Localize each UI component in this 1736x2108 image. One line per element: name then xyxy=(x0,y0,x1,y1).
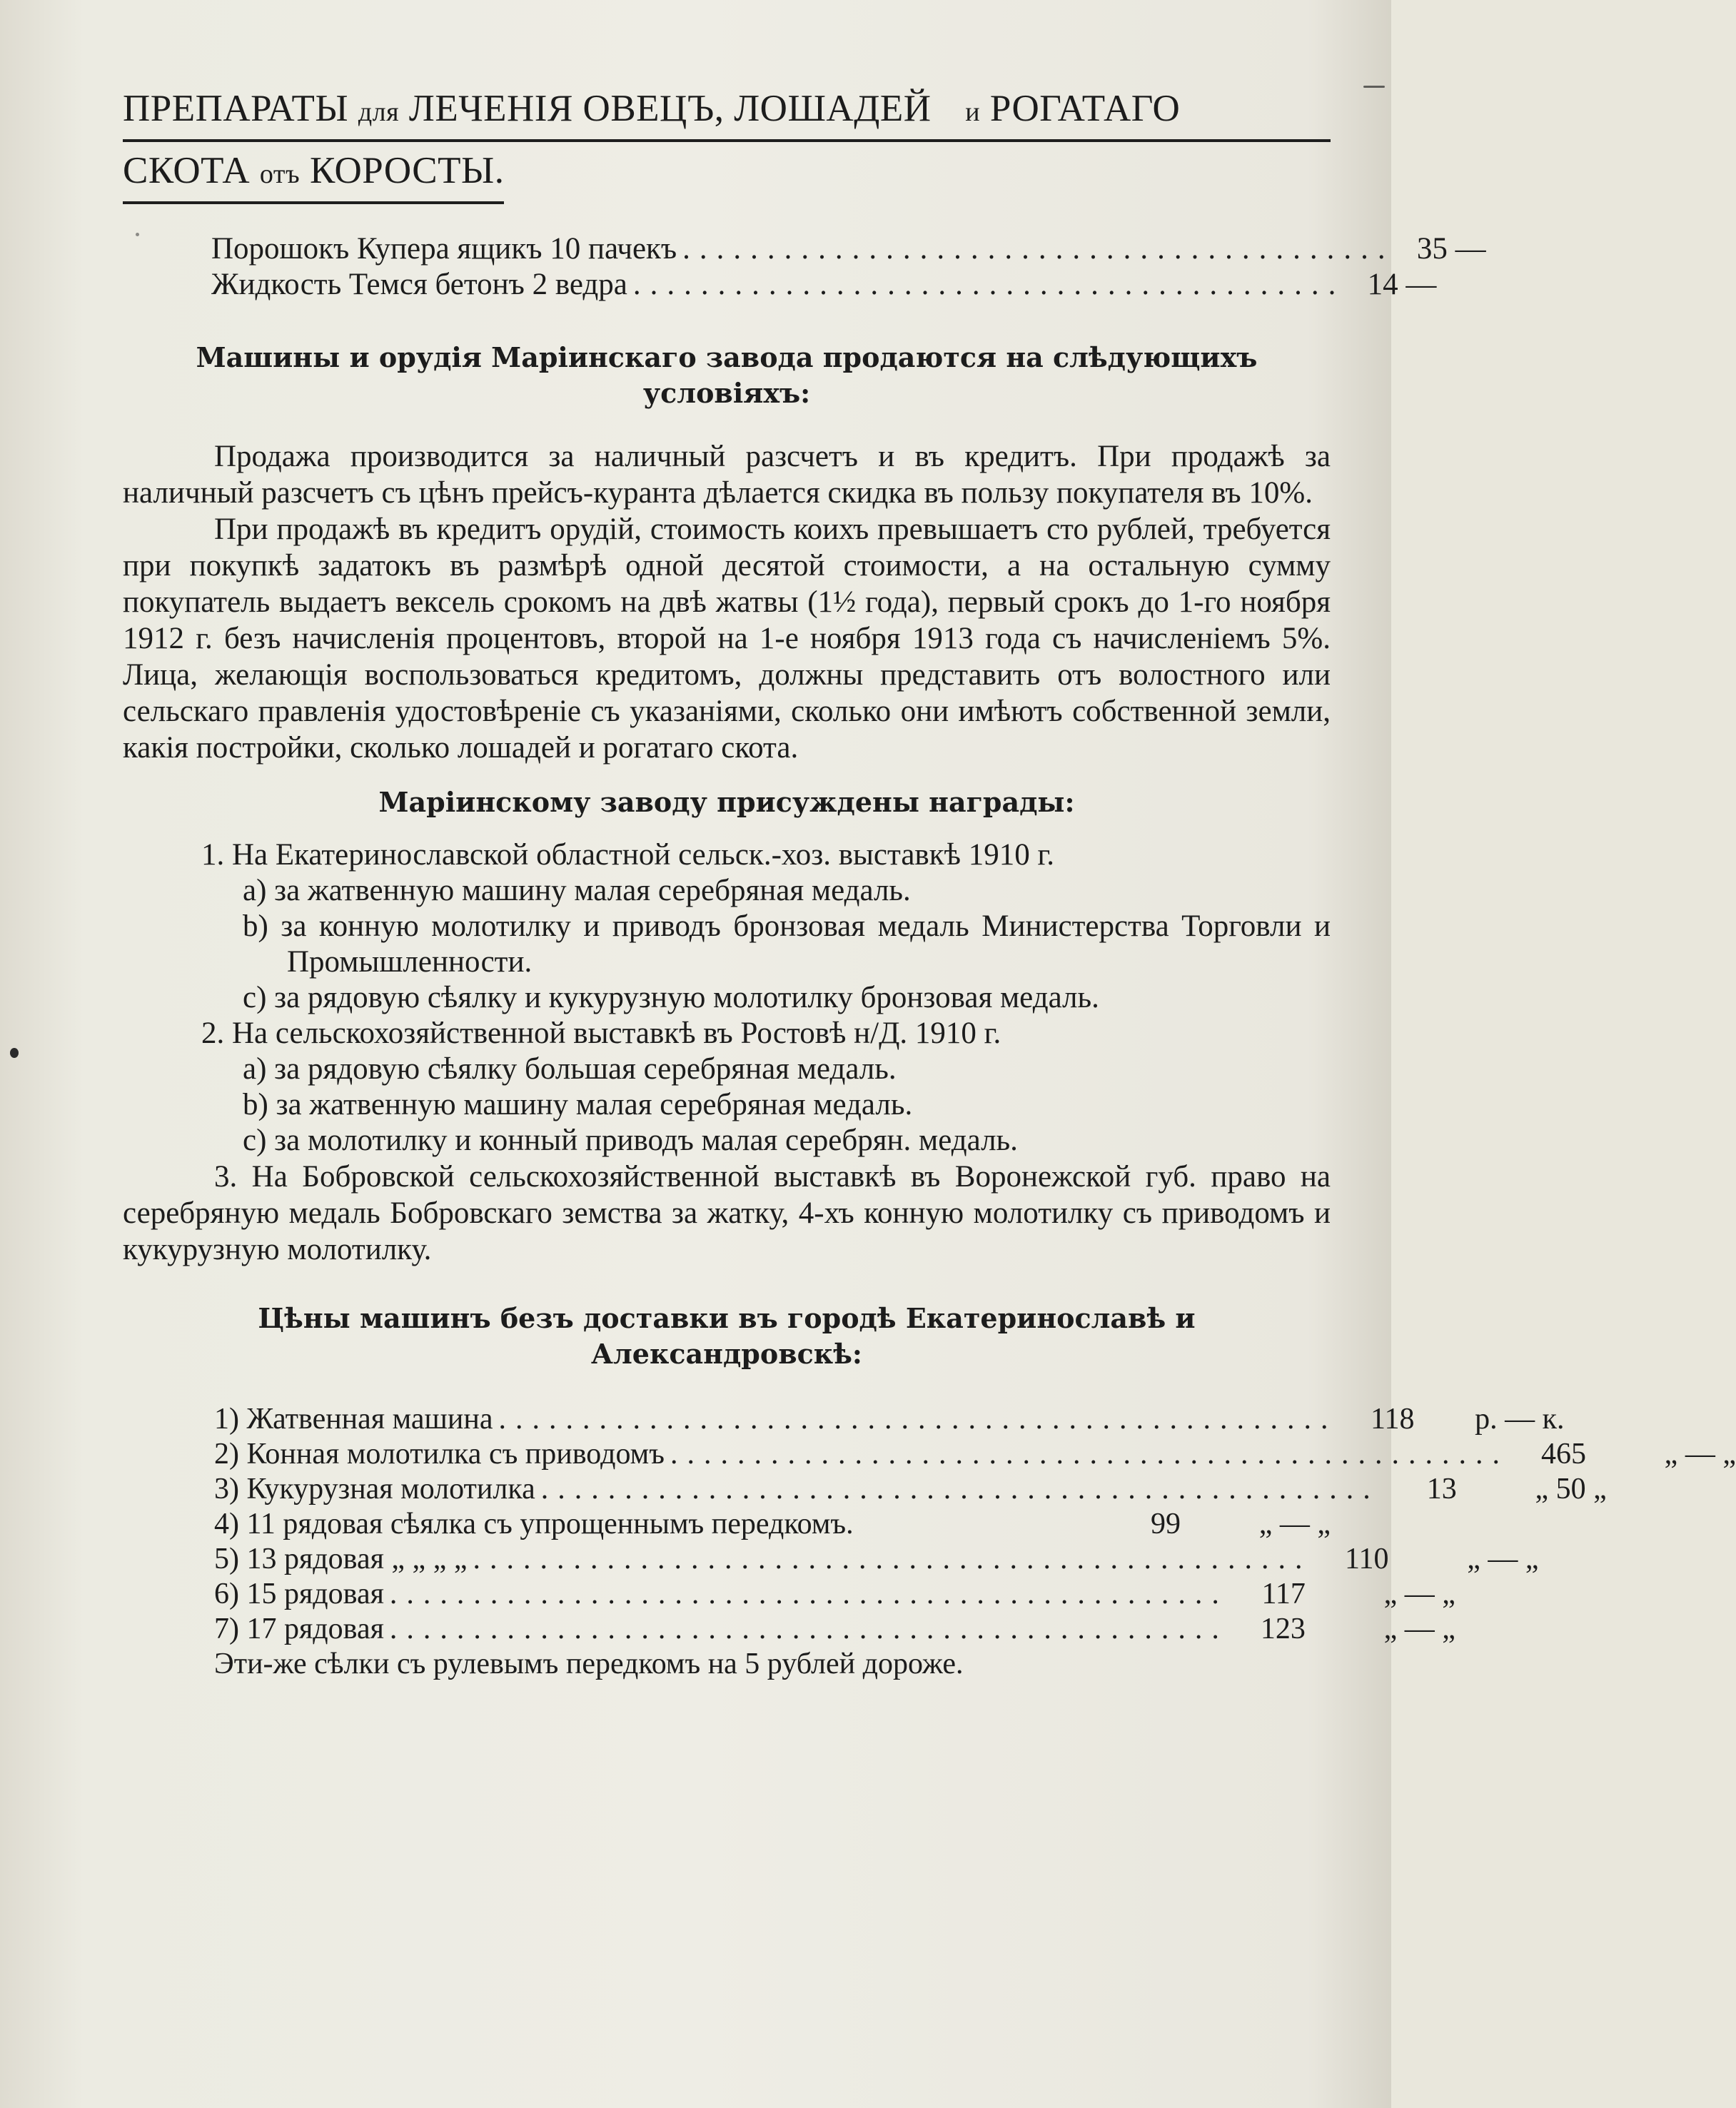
award-item: a) за рядовую сѣялку большая серебряная медаль. xyxy=(243,1052,897,1086)
price-row: 4) 11 рядовая сѣялка съ упрощеннымъ передкомъ. 99 „ — „ xyxy=(214,1508,1331,1540)
award-item: b) за жатвенную машину малая серебряная медаль. xyxy=(243,1088,913,1121)
award-item: c) за молотилку и конный приводъ малая серебрян. медаль. xyxy=(243,1124,1018,1157)
awards-list xyxy=(123,837,1331,1268)
preparations-list xyxy=(123,231,1486,303)
price-row: 5) 13 рядовая „ „ „ „ .................................................. 110 „ — „ xyxy=(214,1543,1539,1575)
price-row: 7) 17 рядовая .................................................. 123 „ — „ xyxy=(214,1613,1455,1645)
conditions-paragraph-1: Продажа производится за наличный разсчетъ и въ кредитъ. При продажѣ за наличный разсчетъ съ цѣнъ прейсъ-куранта дѣлается скидка въ пользу покупателя въ 10%. xyxy=(123,440,1331,510)
ink-speck xyxy=(10,1048,19,1058)
page-content xyxy=(123,84,1736,1682)
price-row: 2) Конная молотилка съ приводомъ .................................................. 465 „ — „ xyxy=(214,1438,1736,1471)
award-third: 3. На Бобровской сельскохозяйственной выставкѣ въ Воронежской губ. право на серебряную медаль Бобровскаго земства за жатку, 4-хъ конную молотилку съ приводомъ и кукурузную молотилку. xyxy=(123,1160,1331,1266)
price-note: Эти-же сѣлки съ рулевымъ передкомъ на 5 рублей дороже. xyxy=(214,1648,964,1680)
award-item: b) за конную молотилку и приводъ бронзовая медаль Министерства Торговли и Промышленности. xyxy=(243,909,1331,979)
page-edge-mark xyxy=(1363,86,1385,88)
list-item: Жидкость Темся бетонъ 2 ведра .......................................... 14 — xyxy=(211,268,1437,301)
price-row: 6) 15 рядовая .................................................. 117 „ — „ xyxy=(214,1578,1455,1610)
price-row: 3) Кукурузная молотилка .................................................. 13 „ 50 „ xyxy=(214,1473,1607,1506)
conditions-paragraph-2: При продажѣ въ кредитъ орудій, стоимость коихъ превышаетъ сто рублей, требуется при покупкѣ задатокъ въ размѣрѣ одной десятой стоимости, а на остальную сумму покупатель выдаетъ вексель срокомъ на двѣ жатвы (1½ года), первый срокъ до 1-го ноября 1912 г. безъ начисленія процентовъ, второй на 1-е ноября 1913 года съ начисленіемъ 5%. Лица, желающія воспользоваться кредитомъ, должны представить отъ волостного или сельскаго правленія удостовѣреніе съ указаніями, сколько они имѣютъ собственной земли, какія постройки, сколько лошадей и рогатаго скота. xyxy=(123,513,1331,765)
conditions-heading: Машины и орудія Маріинскаго завода продаются на слѣдующихъ условіяхъ: xyxy=(196,341,1258,409)
award-group-title: 2. На сельскохозяйственной выставкѣ въ Ростовѣ н/Д. 1910 г. xyxy=(201,1017,1001,1050)
award-group-title: 1. На Екатеринославской областной сельск.-хоз. выставкѣ 1910 г. xyxy=(201,838,1054,872)
price-list xyxy=(123,1402,1736,1682)
award-item: a) за жатвенную машину малая серебряная медаль. xyxy=(243,874,911,907)
award-item: c) за рядовую сѣялку и кукурузную молотилку бронзовая медаль. xyxy=(243,981,1099,1014)
awards-heading: Маріинскому заводу присуждены награды: xyxy=(378,786,1075,818)
page-title-line-2: СКОТА отъ КОРОСТЫ. xyxy=(123,146,504,204)
prices-heading: Цѣны машинъ безъ доставки въ городѣ Екатеринославѣ и Александровскѣ: xyxy=(258,1302,1196,1370)
list-item: Порошокъ Купера ящикъ 10 пачекъ .......................................... 35 — xyxy=(211,232,1486,266)
price-row: 1) Жатвенная машина .................................................. 118 р. — к. xyxy=(214,1403,1565,1436)
page-title-line-1: ПРЕПАРАТЫ для ЛЕЧЕНІЯ ОВЕЦЪ, ЛОШАДЕЙ и РОГАТАГО xyxy=(123,84,1331,142)
